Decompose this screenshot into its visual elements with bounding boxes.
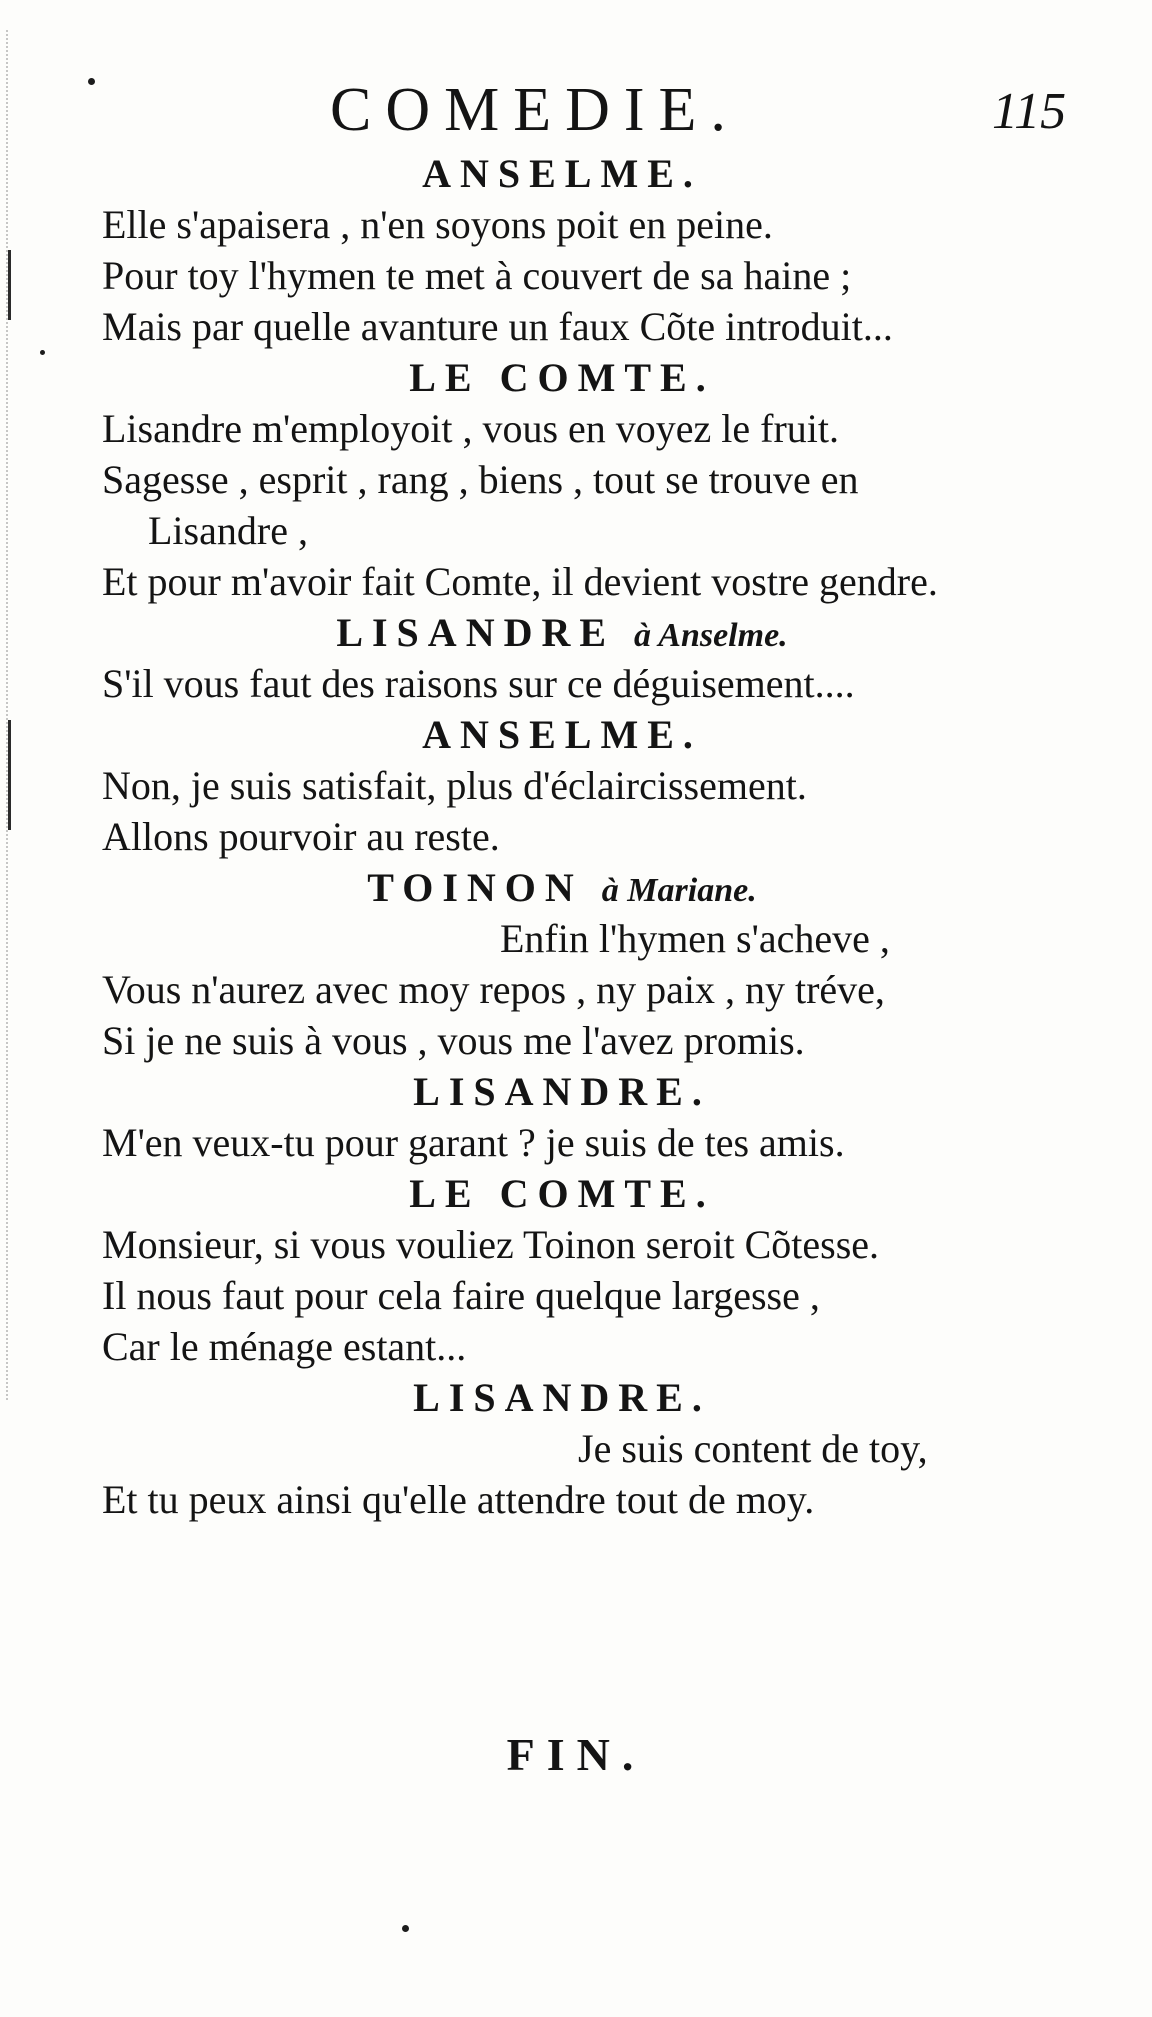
verse-text: Pour toy l'hymen te met à couvert de sa haine ; <box>102 253 852 298</box>
verse-text: Il nous faut pour cela faire quelque largesse , <box>102 1273 820 1318</box>
verse-text: Car le ménage estant... <box>102 1324 467 1369</box>
verse-line <box>102 1321 1062 1372</box>
verse-line <box>102 301 1062 352</box>
speaker-name <box>102 1372 1062 1423</box>
ink-speck <box>88 78 95 85</box>
verse-text: Monsieur, si vous vouliez Toinon seroit Cõtesse. <box>102 1222 880 1267</box>
verse-line <box>102 403 1062 454</box>
verse-line <box>102 913 1062 964</box>
margin-mark <box>8 250 11 320</box>
verse-line <box>102 1270 1062 1321</box>
verse-line <box>102 658 1062 709</box>
verse-line <box>102 505 1062 556</box>
verse-line <box>102 250 1062 301</box>
verse-line <box>102 1015 1062 1066</box>
speaker-label: LISANDRE. <box>413 1375 711 1420</box>
page-number: 115 <box>992 83 1067 140</box>
verse-text: Lisandre , <box>148 508 308 553</box>
speaker-name <box>102 148 1062 199</box>
verse-line <box>102 1423 1062 1474</box>
margin-mark <box>8 720 11 830</box>
verse-text: Vous n'aurez avec moy repos , ny paix , ny tréve, <box>102 967 885 1012</box>
verse-text: M'en veux-tu pour garant ? je suis de tes amis. <box>102 1120 845 1165</box>
verse-text: Non, je suis satisfait, plus d'éclaircissement. <box>102 763 807 808</box>
verse-text: Mais par quelle avanture un faux Cõte introduit... <box>102 304 893 349</box>
verse-text: Sagesse , esprit , rang , biens , tout se trouve en <box>102 457 859 502</box>
running-title: COMEDIE. <box>330 76 740 144</box>
verse-line <box>102 811 1062 862</box>
ink-speck <box>402 1925 409 1932</box>
verse-text: Elle s'apaisera , n'en soyons poit en peine. <box>102 202 773 247</box>
fin-mark: FIN. <box>506 1729 646 1780</box>
speaker-label: LISANDRE. <box>413 1069 711 1114</box>
stage-direction: à Anselme. <box>634 617 788 654</box>
verse-line <box>102 199 1062 250</box>
verse-text: Lisandre m'employoit , vous en voyez le fruit. <box>102 406 840 451</box>
verse-line <box>102 1117 1062 1168</box>
speaker-label: LE COMTE. <box>409 355 715 400</box>
speaker-name <box>102 1066 1062 1117</box>
verse-text: Je suis content de toy, <box>578 1426 928 1471</box>
speaker-name <box>102 862 1062 913</box>
verse-line <box>102 1219 1062 1270</box>
verse-text: Et pour m'avoir fait Comte, il devient vostre gendre. <box>102 559 938 604</box>
verse-line <box>102 556 1062 607</box>
verse-text: Et tu peux ainsi qu'elle attendre tout de moy. <box>102 1477 815 1522</box>
verse-line <box>102 1474 1062 1525</box>
speaker-name <box>102 709 1062 760</box>
speaker-label: ANSELME. <box>422 151 702 196</box>
play-text <box>102 148 1062 1525</box>
speaker-name <box>102 1168 1062 1219</box>
ink-speck <box>40 350 45 355</box>
verse-line <box>102 454 1062 505</box>
page-header <box>0 70 1152 150</box>
speaker-label: ANSELME. <box>422 712 702 757</box>
speaker-label: TOINON <box>367 865 583 910</box>
verse-text: Si je ne suis à vous , vous me l'avez promis. <box>102 1018 805 1063</box>
speaker-label: LISANDRE <box>336 610 616 655</box>
binding-edge <box>6 30 12 1400</box>
verse-line <box>102 760 1062 811</box>
stage-direction: à Mariane. <box>601 872 757 909</box>
speaker-label: LE COMTE. <box>409 1171 715 1216</box>
verse-text: S'il vous faut des raisons sur ce déguisement.... <box>102 661 855 706</box>
verse-line <box>102 964 1062 1015</box>
speaker-name <box>102 607 1062 658</box>
verse-text: Allons pourvoir au reste. <box>102 814 500 859</box>
verse-text: Enfin l'hymen s'acheve , <box>500 916 890 961</box>
speaker-name <box>102 352 1062 403</box>
